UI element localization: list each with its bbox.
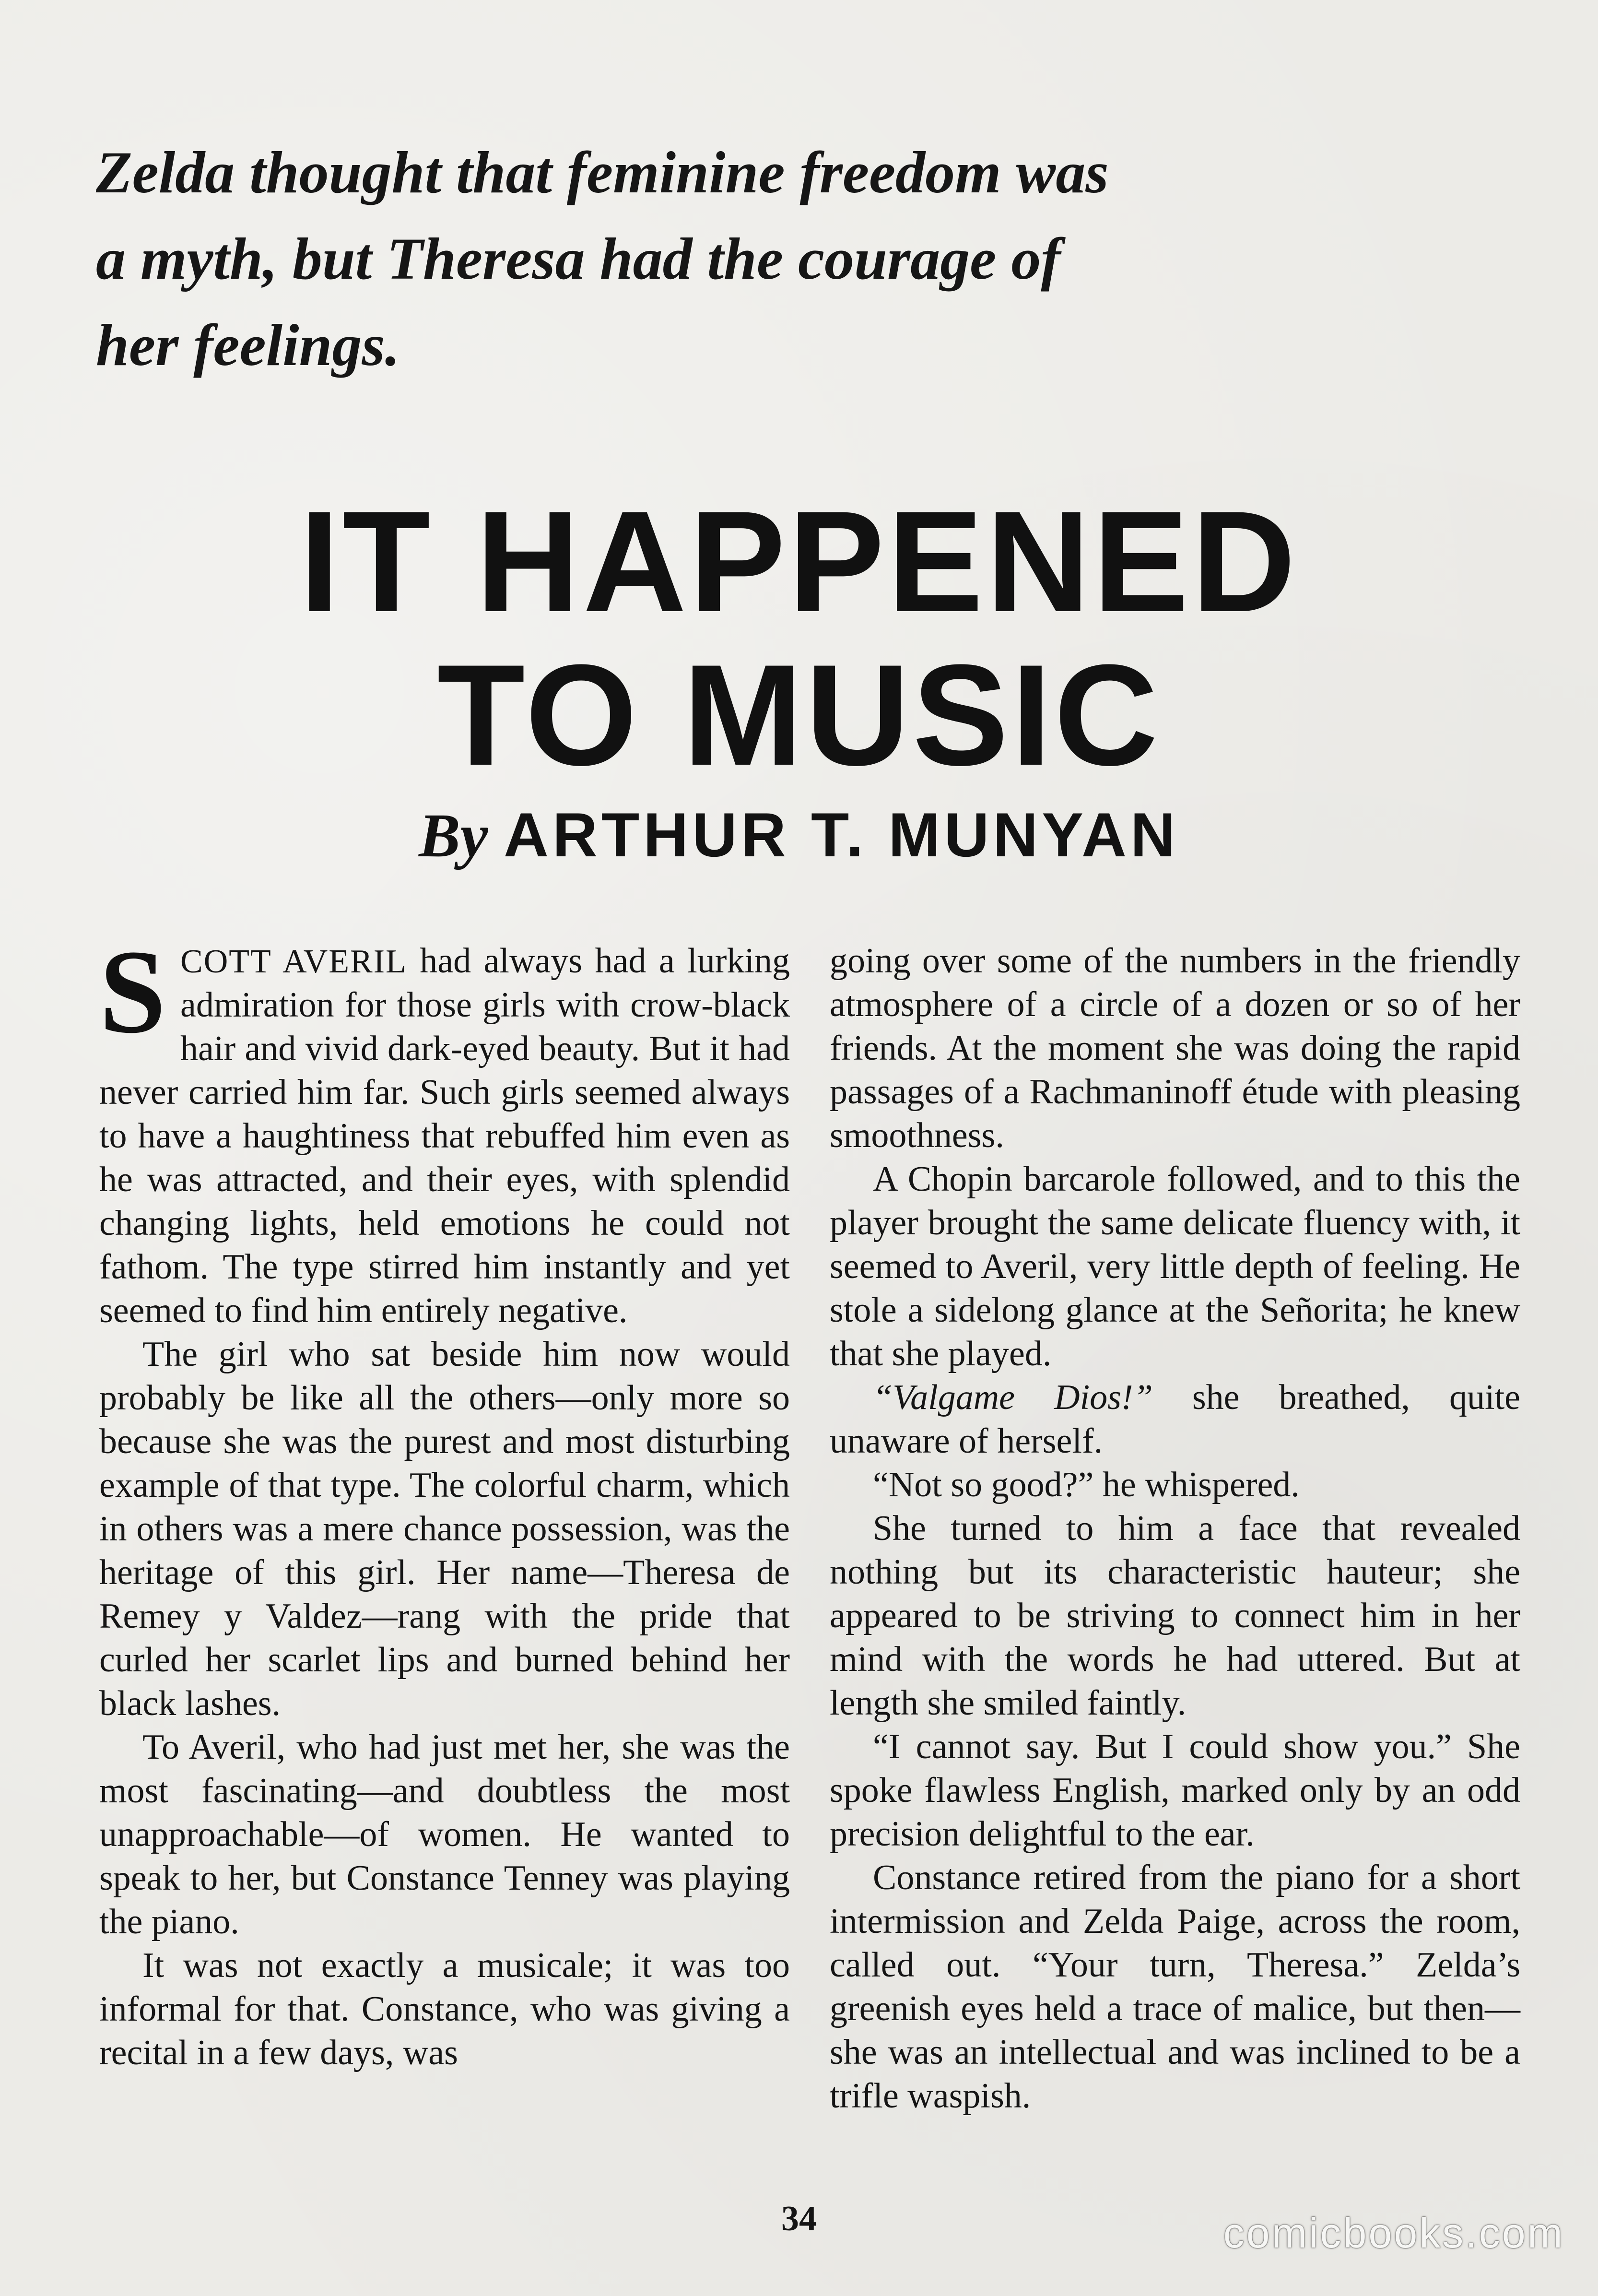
page-number: 34 (781, 2199, 817, 2238)
story-paragraph: A Chopin barcarole followed, and to this the player brought the same delicate fluency with, it seemed to Averil, very little depth of feeling. He stole a sidelong glance at the Señorita; he knew that she played. (830, 1160, 1520, 1373)
story-paragraph: The girl who sat beside him now would probably be like all the others—only more so because she was the purest and most disturbing example of that type. The colorful charm, which in others was a mere chance possession, was the heritage of this girl. Her name—Theresa de Remey y Valdez—rang with the pride that curled her scarlet lips and burned behind her black lashes. (99, 1335, 790, 1723)
story-column-left (99, 925, 790, 2075)
paragraph-text: had always had a lurking admiration for those girls with crow-black hair and vivid dark-eyed beauty. But it had never carried him far. Such girls seemed always to have a haughtiness that rebuffed him even as he was attracted, and their eyes, with splendid changing lights, held emotions he could not fathom. The type stirred him instantly and yet seemed to find him entirely negative. (99, 941, 790, 1330)
story-title-line-2: TO MUSIC (437, 634, 1161, 795)
story-title-line-1: IT HAPPENED (299, 481, 1299, 642)
story-paragraph: She turned to him a face that revealed nothing but its characteristic hauteur; she appeared to be striving to connect him in her mind with the words he had uttered. But at length she smiled faintly. (830, 1509, 1520, 1723)
spanish-exclamation: “Valgame Dios!” (873, 1378, 1153, 1417)
story-title (0, 481, 1598, 795)
story-paragraph (99, 925, 790, 1333)
watermark: comicbooks.com (1223, 2209, 1564, 2257)
story-column-right (830, 939, 1520, 2118)
story-paragraph: “Not so good?” he whispered. (873, 1465, 1300, 1504)
story-paragraph: Constance retired from the piano for a short intermission and Zelda Paige, across the room, called out. “Your turn, Theresa.” Zelda’s greenish eyes held a trace of malice, but then—she was an intellectual and was inclined to be a trifle waspish. (830, 1858, 1520, 2116)
story-paragraph: going over some of the numbers in the friendly atmosphere of a circle of a dozen or so of her friends. At the moment she was doing the rapid passages of a Rachmaninoff étude with pleasing smoothness. (830, 941, 1520, 1155)
lead-in-caps: COTT AVERIL (180, 943, 407, 980)
byline-author: ARTHUR T. MUNYAN (504, 800, 1179, 870)
paragraph-text: she breathed, quite unaware of herself. (830, 1378, 1520, 1461)
story-paragraph (830, 1376, 1520, 1463)
story-paragraph: To Averil, who had just met her, she was the most fascinating—and doubtless the most unapproachable—of women. He wanted to speak to her, but Constance Tenney was playing the piano. (99, 1728, 790, 1941)
tagline: Zelda thought that feminine freedom was a myth, but Theresa had the courage of her feelings. (96, 140, 1109, 378)
byline-by: By (419, 801, 488, 870)
story-paragraph: It was not exactly a musicale; it was too informal for that. Constance, who was giving a recital in a few days, was (99, 1946, 790, 2072)
story-paragraph: “I cannot say. But I could show you.” She spoke flawless English, marked only by an odd precision delightful to the ear. (830, 1727, 1520, 1854)
drop-cap: S (99, 925, 166, 1058)
byline (0, 799, 1598, 872)
